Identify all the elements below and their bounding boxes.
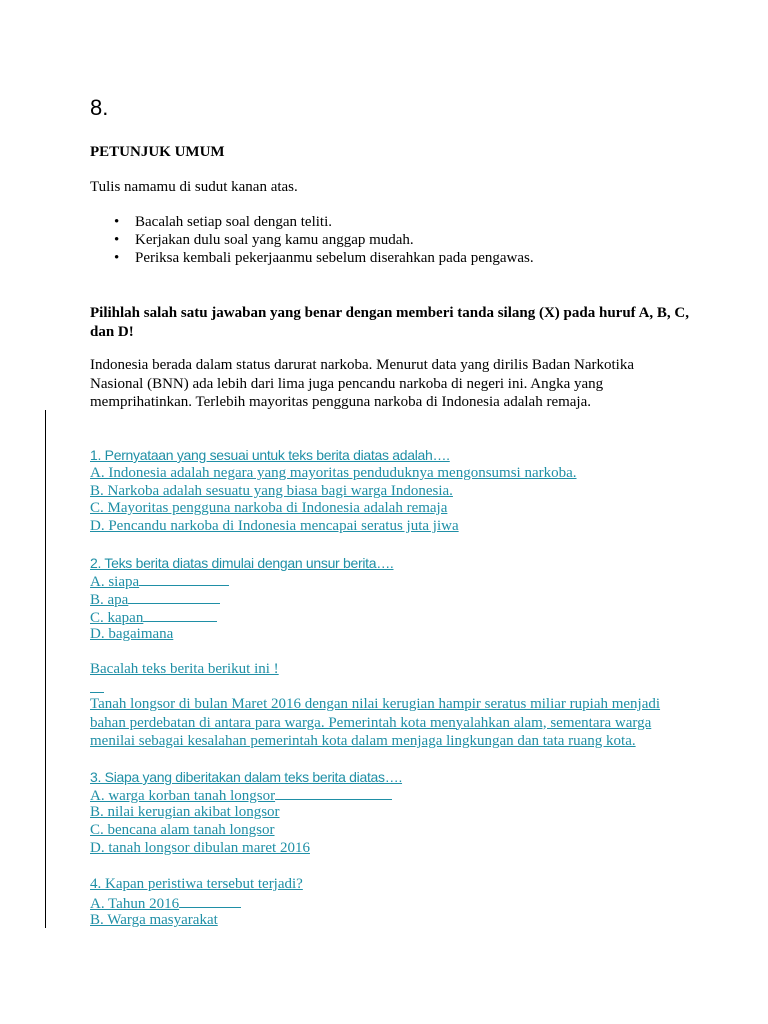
answer-blank [128, 589, 220, 604]
read-prompt[interactable]: Bacalah teks berita berikut ini ! [90, 661, 279, 677]
intro-text: Tulis namamu di sudut kanan atas. [90, 179, 298, 195]
q1-option-c[interactable]: C. Mayoritas pengguna narkoba di Indonesia adalah remaja [90, 500, 448, 516]
list-item: • Bacalah setiap soal dengan teliti. [90, 213, 534, 231]
option-label: A. siapa [90, 574, 140, 590]
question-3[interactable]: 3. Siapa yang diberitakan dalam teks berita diatas…. [90, 769, 403, 785]
q1-option-d[interactable]: D. Pencandu narkoba di Indonesia mencapai seratus juta jiwa [90, 518, 459, 534]
news-passage-1: Indonesia berada dalam status darurat narkoba. Menurut data yang dirilis Badan Narkotika Nasional (BNN) ada lebih dari lima juga pencandu narkoba di negeri ini. Angka yang memprihatinkan. Terlebih mayoritas pengguna narkoba di Indonesia adalah remaja. [90, 357, 634, 410]
q3-option-a[interactable] [90, 785, 392, 805]
q3-option-c[interactable]: C. bencana alam tanah longsor [90, 822, 275, 838]
option-label: A. Tahun 2016 [90, 896, 180, 912]
answer-blank [90, 678, 104, 693]
margin-line [45, 410, 46, 928]
option-label: A. warga korban tanah longsor [90, 788, 276, 804]
question-2[interactable]: 2. Teks berita diatas dimulai dengan unsur berita…. [90, 555, 394, 571]
instruction-list [90, 213, 534, 267]
answer-instruction: Pilihlah salah satu jawaban yang benar dengan memberi tanda silang (X) pada huruf A, B, C, dan D! [90, 305, 690, 340]
q4-option-a[interactable] [90, 893, 241, 913]
answer-blank [139, 571, 229, 586]
option-label: B. apa [90, 592, 129, 608]
q1-option-a[interactable]: A. Indonesia adalah negara yang mayoritas penduduknya mengonsumsi narkoba. [90, 465, 577, 481]
q4-option-b[interactable]: B. Warga masyarakat [90, 912, 218, 928]
answer-blank [143, 607, 217, 622]
answer-blank [179, 893, 241, 908]
page-number: 8. [90, 95, 109, 120]
q3-option-b[interactable]: B. nilai kerugian akibat longsor [90, 804, 280, 820]
q1-option-b[interactable]: B. Narkoba adalah sesuatu yang biasa bagi warga Indonesia. [90, 483, 453, 499]
news-passage-2[interactable]: Tanah longsor di bulan Maret 2016 dengan nilai kerugian hampir seratus miliar rupiah menjadi bahan perdebatan di antara para warga. Pemerintah kota menyalahkan alam, sementara warga menilai sebagai kesalahan pemerintah kota dalam menjaga lingkungan dan tata ruang kota. [90, 696, 661, 749]
question-4[interactable]: 4. Kapan peristiwa tersebut terjadi? [90, 876, 303, 892]
question-1[interactable]: 1. Pernyataan yang sesuai untuk teks berita diatas adalah…. [90, 447, 450, 463]
q2-option-d[interactable]: D. bagaimana [90, 626, 174, 642]
q2-option-c[interactable] [90, 607, 217, 627]
q2-option-b[interactable] [90, 589, 220, 609]
answer-blank [275, 785, 392, 800]
section-heading: PETUNJUK UMUM [90, 144, 225, 160]
list-item: • Kerjakan dulu soal yang kamu anggap mudah. [90, 231, 534, 249]
list-item: • Periksa kembali pekerjaanmu sebelum diserahkan pada pengawas. [90, 249, 534, 267]
option-label: C. kapan [90, 610, 144, 626]
q3-option-d[interactable]: D. tanah longsor dibulan maret 2016 [90, 840, 310, 856]
q2-option-a[interactable] [90, 571, 229, 591]
